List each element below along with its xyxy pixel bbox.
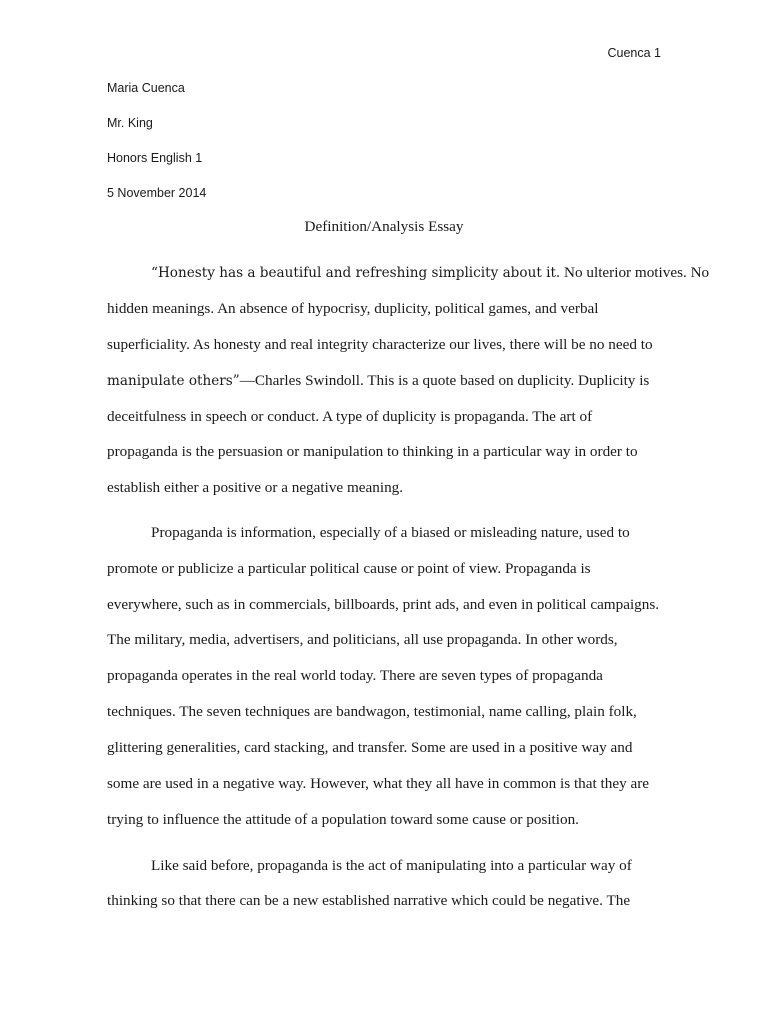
body-text: No ulterior motives. No [560,264,710,281]
paragraph-line: techniques. The seven techniques are bandwagon, testimonial, name calling, plain folk, [107,703,637,720]
paragraph-line [151,264,709,282]
paragraph-line: propaganda is the persuasion or manipulation to thinking in a particular way in order to [107,443,638,460]
paragraph-line: thinking so that there can be a new established narrative which could be negative. The [107,892,631,909]
essay-date: 5 November 2014 [107,186,207,200]
paragraph-line: hidden meanings. An absence of hypocrisy, duplicity, political games, and verbal [107,300,599,317]
paragraph-line: The military, media, advertisers, and politicians, all use propaganda. In other words, [107,631,618,648]
essay-title: Definition/Analysis Essay [304,218,464,235]
quote-text: “Honesty has a beautiful and refreshing simplicity about it. [151,265,561,281]
paragraph-line: everywhere, such as in commercials, billboards, print ads, and even in political campaigns. [107,596,660,613]
paragraph-line: superficiality. As honesty and real integrity characterize our lives, there will be no need to [107,336,653,353]
paragraph-line: promote or publicize a particular political cause or point of view. Propaganda is [107,560,591,577]
student-name: Maria Cuenca [107,81,185,95]
body-text: —Charles Swindoll. This is a quote based on duplicity. Duplicity is [239,372,650,389]
teacher-name: Mr. King [107,116,153,130]
paragraph-line: Propaganda is information, especially of a biased or misleading nature, used to [151,524,630,541]
course-name: Honors English 1 [107,151,203,165]
paragraph-line: trying to influence the attitude of a population toward some cause or position. [107,811,579,828]
paragraph-line: Like said before, propaganda is the act of manipulating into a particular way of [151,857,632,874]
paragraph-line [107,372,649,390]
paragraph-line: propaganda operates in the real world today. There are seven types of propaganda [107,667,603,684]
paragraph-line: glittering generalities, card stacking, and transfer. Some are used in a positive way and [107,739,633,756]
quote-text: manipulate others” [107,373,240,389]
paragraph-line: establish either a positive or a negative meaning. [107,479,404,496]
running-head: Cuenca 1 [607,46,661,60]
paragraph-line: deceitfulness in speech or conduct. A type of duplicity is propaganda. The art of [107,408,593,425]
paragraph-line: some are used in a negative way. However, what they all have in common is that they are [107,775,650,792]
